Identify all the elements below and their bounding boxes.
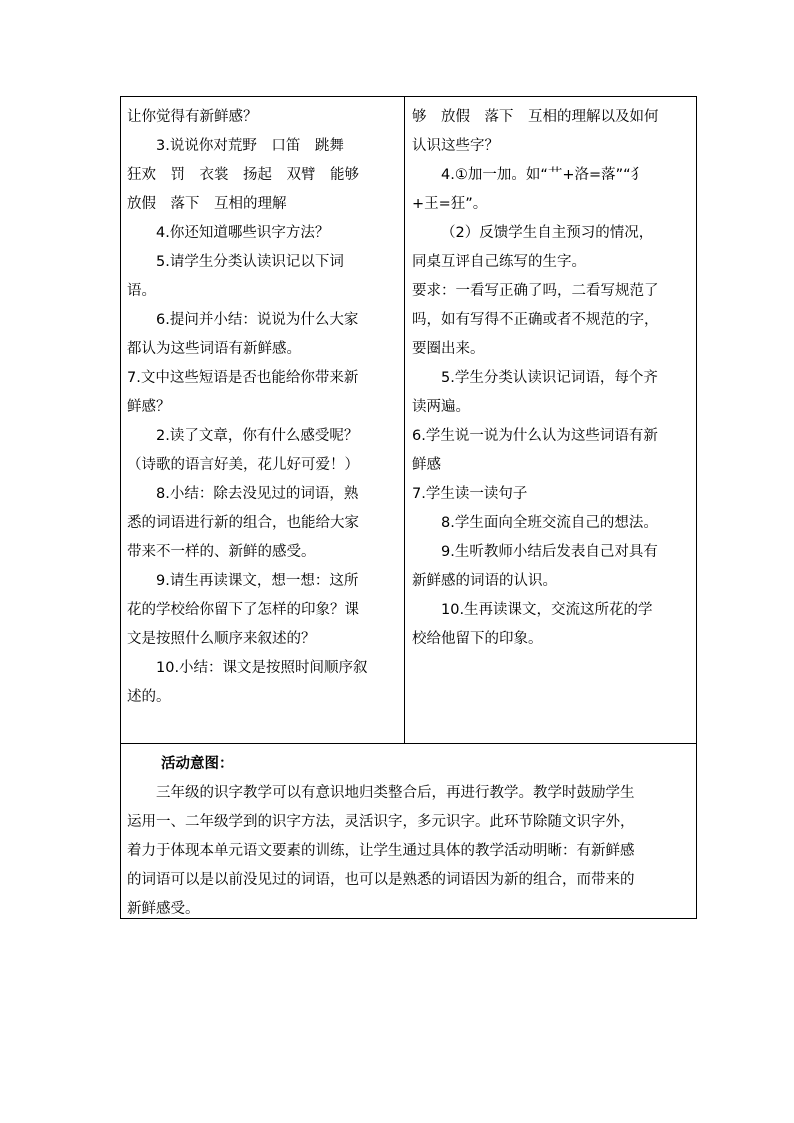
activity-intent-body (127, 779, 690, 924)
teacher-activity-line: 7.文中这些短语是否也能给你带来新 (127, 370, 359, 386)
teacher-activity-line: 鲜感？ (127, 399, 171, 415)
teacher-activity-line: 10.小结：课文是按照时间顺序叙 (156, 660, 368, 676)
teacher-activity-line: 8.小结：除去没见过的词语，熟 (156, 486, 359, 502)
student-activity-line: 4.①加一加。如“艹+洛=落”“犭 (441, 167, 646, 183)
student-activity-line: 吗，如有写得不正确或者不规范的字， (412, 312, 659, 328)
teacher-activity-line: 9.请生再读课文，想一想：这所 (156, 573, 359, 589)
teacher-activity-column (121, 97, 405, 743)
teacher-activity-line: 6.提问并小结：说说为什么大家 (156, 312, 359, 328)
activity-intent-section (121, 744, 696, 918)
student-activity-line: 5.学生分类认读识记词语，每个齐 (441, 370, 658, 386)
teacher-activity-line: 5.请学生分类认读识记以下词 (156, 254, 344, 270)
teacher-activity-line: 文是按照什么顺序来叙述的？ (127, 631, 316, 647)
student-activity-line: 校给他留下的印象。 (412, 631, 543, 647)
student-activity-line: 8.学生面向全班交流自己的想法。 (441, 515, 658, 531)
student-activity-line: 7.学生读一读句子 (412, 486, 528, 502)
teacher-activity-line: 述的。 (127, 689, 171, 705)
teacher-activity-line: 都认为这些词语有新鲜感。 (127, 341, 301, 357)
lesson-plan-table (120, 96, 697, 919)
student-activity-line: 新鲜感的词语的认识。 (412, 573, 557, 589)
student-activity-line: 6.学生说一说为什么认为这些词语有新 (412, 428, 658, 444)
student-activity-line: 够 放假 落下 互相的理解以及如何 (412, 109, 659, 125)
teacher-activity-line: 4.你还知道哪些识字方法？ (156, 225, 330, 241)
teaching-process-row (121, 97, 696, 744)
student-activity-line: （2）反馈学生自主预习的情况， (441, 225, 654, 241)
activity-intent-line: 运用一、二年级学到的识字方法，灵活识字，多元识字。此环节除随文识字外， (127, 814, 635, 830)
activity-intent-line: 新鲜感受。 (127, 901, 200, 917)
student-activity-line: 认识这些字？ (412, 138, 499, 154)
teacher-activity-line: 花的学校给你留下了怎样的印象？课 (127, 602, 359, 618)
teacher-activity-line: 放假 落下 互相的理解 (127, 196, 287, 212)
teacher-activity-line: 3.说说你对荒野 口笛 跳舞 (156, 138, 344, 154)
student-activity-line: 10.生再读课文，交流这所花的学 (441, 602, 653, 618)
student-activity-line: +王=狂”。 (412, 196, 488, 212)
teacher-activity-line: （诗歌的语言好美，花儿好可爱！） (127, 457, 359, 473)
teacher-activity-line: 语。 (127, 283, 156, 299)
activity-intent-line: 着力于体现本单元语文要素的训练，让学生通过具体的教学活动明晰：有新鲜感 (127, 843, 635, 859)
activity-intent-line: 的词语可以是以前没见过的词语，也可以是熟悉的词语因为新的组合，而带来的 (127, 872, 635, 888)
activity-intent-line: 三年级的识字教学可以有意识地归类整合后，再进行教学。教学时鼓励学生 (156, 785, 635, 801)
student-activity-line: 要圈出来。 (412, 341, 485, 357)
teacher-activity-line: 让你觉得有新鲜感？ (127, 109, 258, 125)
activity-intent-title: 活动意图： (161, 756, 234, 772)
student-activity-line: 同桌互评自己练写的生字。 (412, 254, 586, 270)
student-activity-line: 要求：一看写正确了吗，二看写规范了 (412, 283, 659, 299)
student-activity-column (405, 97, 696, 743)
student-activity-line: 9.生听教师小结后发表自己对具有 (441, 544, 658, 560)
teacher-activity-line: 2.读了文章，你有什么感受呢？ (156, 428, 359, 444)
teacher-activity-line: 狂欢 罚 衣裳 扬起 双臂 能够 (127, 167, 359, 183)
teacher-activity-line: 悉的词语进行新的组合，也能给大家 (127, 515, 359, 531)
student-activity-line: 鲜感 (412, 457, 441, 473)
student-activity-line: 读两遍。 (412, 399, 470, 415)
teacher-activity-line: 带来不一样的、新鲜的感受。 (127, 544, 316, 560)
